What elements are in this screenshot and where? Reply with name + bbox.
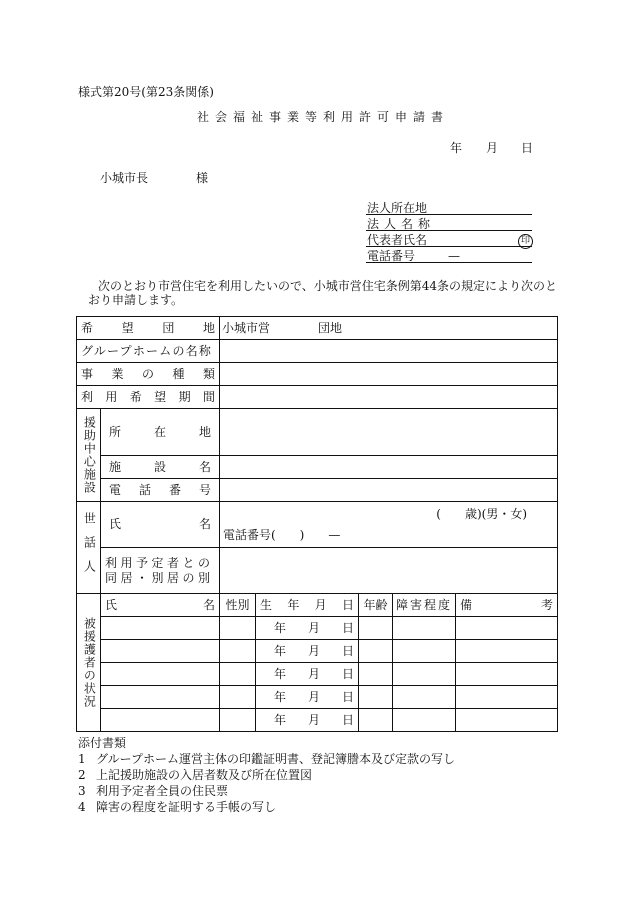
- intro-line-1: 次のとおり市営住宅を利用したいので、小城市営住宅条例第44条の規定により次のと: [98, 279, 558, 293]
- cell-birth[interactable]: 年 月 日: [256, 617, 359, 640]
- phone-label: 電話番号: [367, 249, 416, 263]
- representative-line: [366, 246, 532, 247]
- cell-sex[interactable]: [220, 663, 256, 686]
- facility-name-value[interactable]: [220, 456, 558, 479]
- cell-name[interactable]: [101, 709, 220, 732]
- row-business-type: [77, 363, 558, 386]
- business-type-label: 事 業 の 種 類: [77, 363, 220, 386]
- support-center-label: 援助中心施設: [77, 409, 101, 502]
- cell-birth[interactable]: 年 月 日: [256, 686, 359, 709]
- addressee-suffix: 様: [196, 171, 209, 185]
- phone-line: [366, 262, 532, 263]
- row-caretaker-name: [77, 502, 558, 548]
- table-row: [77, 663, 558, 686]
- phone-dash: —: [448, 249, 460, 263]
- cell-remarks[interactable]: [456, 640, 558, 663]
- addressee: 小城市長: [100, 171, 149, 185]
- cell-name[interactable]: [101, 686, 220, 709]
- cohabitation-value[interactable]: [220, 548, 558, 594]
- corp-name-line: [366, 230, 532, 231]
- col-header-age: 年齢: [359, 594, 393, 617]
- cohabitation-label: 利用予定者との 同居・別居の別: [101, 548, 220, 594]
- attachment-item: 3 利用予定者全員の住民票: [78, 784, 229, 798]
- cell-birth[interactable]: 年 月 日: [256, 709, 359, 732]
- cell-name[interactable]: [101, 617, 220, 640]
- table-row: [77, 640, 558, 663]
- cell-remarks[interactable]: [456, 709, 558, 732]
- cell-remarks[interactable]: [456, 617, 558, 640]
- cell-disability[interactable]: [393, 709, 456, 732]
- date-day: 日: [521, 141, 534, 155]
- caretaker-label: 世話人: [77, 502, 101, 594]
- attachments-heading: 添付書類: [78, 736, 127, 750]
- location-label: 所 在 地: [101, 409, 220, 456]
- facility-phone-label: 電 話 番 号: [101, 479, 220, 502]
- cell-age[interactable]: [359, 663, 393, 686]
- row-support-location: [77, 409, 558, 456]
- facility-name-label: 施 設 名: [101, 456, 220, 479]
- desired-complex-value[interactable]: 小城市営 団地: [220, 317, 558, 340]
- table-row: [77, 686, 558, 709]
- date-year: 年: [450, 141, 463, 155]
- cell-sex[interactable]: [220, 686, 256, 709]
- cell-birth[interactable]: 年 月 日: [256, 640, 359, 663]
- cell-disability[interactable]: [393, 686, 456, 709]
- cell-sex[interactable]: [220, 640, 256, 663]
- cell-age[interactable]: [359, 709, 393, 732]
- cell-age[interactable]: [359, 640, 393, 663]
- caretaker-name-label: 氏 名: [101, 502, 220, 548]
- cell-remarks[interactable]: [456, 663, 558, 686]
- age-sex-field: ( 歳)(男・女): [436, 507, 528, 521]
- location-value[interactable]: [220, 409, 558, 456]
- cell-age[interactable]: [359, 686, 393, 709]
- page-title: 社会福祉事業等利用許可申請書: [197, 110, 450, 124]
- row-cohabitation: [77, 548, 558, 594]
- desired-complex-label: 希 望 団 地: [77, 317, 220, 340]
- attachment-item: 4 障害の程度を証明する手帳の写し: [78, 800, 277, 814]
- row-group-home-name: [77, 340, 558, 363]
- table-row: [77, 709, 558, 732]
- corp-address-line: [366, 214, 532, 215]
- application-table: [76, 316, 558, 732]
- row-facility-phone: [77, 479, 558, 502]
- usage-period-value[interactable]: [220, 386, 558, 409]
- cell-disability[interactable]: [393, 617, 456, 640]
- facility-phone-value[interactable]: [220, 479, 558, 502]
- caretaker-phone-field: 電話番号( ) —: [223, 528, 341, 542]
- cell-disability[interactable]: [393, 640, 456, 663]
- cell-name[interactable]: [101, 640, 220, 663]
- cell-age[interactable]: [359, 617, 393, 640]
- seal-mark: 印: [518, 233, 533, 249]
- col-header-birth: 生 年 月 日: [256, 594, 359, 617]
- caretaker-name-value[interactable]: [220, 502, 558, 548]
- usage-period-label: 利 用 希 望 期 間: [77, 386, 220, 409]
- table-row: [77, 617, 558, 640]
- col-header-disability: 障害程度: [393, 594, 456, 617]
- group-home-name-value[interactable]: [220, 340, 558, 363]
- protected-status-label: 被援護者の状況: [77, 594, 101, 732]
- row-desired-complex: [77, 317, 558, 340]
- cell-sex[interactable]: [220, 617, 256, 640]
- col-header-name: 氏 名: [101, 594, 220, 617]
- col-header-sex: 性別: [220, 594, 256, 617]
- cell-birth[interactable]: 年 月 日: [256, 663, 359, 686]
- cell-name[interactable]: [101, 663, 220, 686]
- business-type-value[interactable]: [220, 363, 558, 386]
- cell-disability[interactable]: [393, 663, 456, 686]
- corp-name-label: 法人名称: [367, 217, 436, 231]
- form-number: 様式第20号(第23条関係): [78, 85, 214, 99]
- group-home-name-label: グループホームの名称: [77, 340, 220, 363]
- col-header-remarks: 備 考: [456, 594, 558, 617]
- date-month: 月: [486, 141, 499, 155]
- intro-line-2: おり申請します。: [88, 293, 184, 307]
- row-facility-name: [77, 456, 558, 479]
- row-protected-header: [77, 594, 558, 617]
- cell-remarks[interactable]: [456, 686, 558, 709]
- corp-address-label: 法人所在地: [367, 201, 428, 215]
- cell-sex[interactable]: [220, 709, 256, 732]
- representative-label: 代表者氏名: [367, 233, 428, 247]
- attachment-item: 2 上記援助施設の入居者数及び所在位置図: [78, 768, 313, 782]
- attachment-item: 1 グループホーム運営主体の印鑑証明書、登記簿謄本及び定款の写し: [78, 752, 456, 766]
- row-usage-period: [77, 386, 558, 409]
